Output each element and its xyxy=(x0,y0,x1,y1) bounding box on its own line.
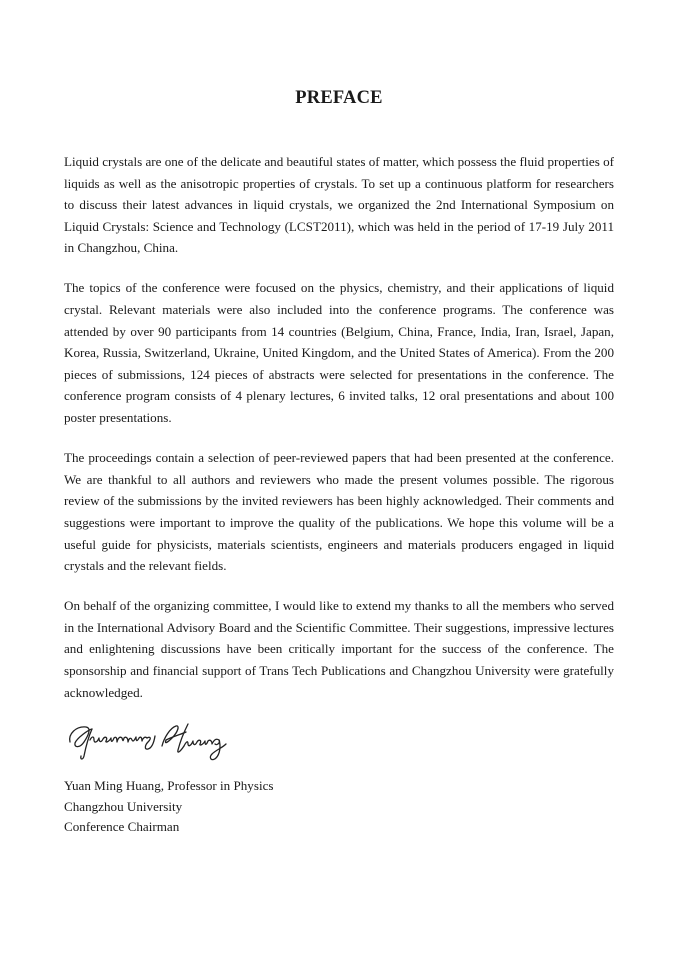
paragraph-4: On behalf of the organizing committee, I would like to extend my thanks to all the members who served in the International Advisory Board and the Scientific Committee. Their suggestions, impressive lectures and enlightening discussions have been critically important for the success of the conference. The sponsorship and financial support of Trans Tech Publications and Changzhou University were gratefully acknowledged. xyxy=(64,598,614,700)
preface-body xyxy=(64,151,614,722)
handwritten-signature xyxy=(66,716,236,764)
signoff-block xyxy=(64,776,274,838)
author-role: Conference Chairman xyxy=(64,819,180,834)
page-title: PREFACE xyxy=(295,88,383,108)
paragraph-1: Liquid crystals are one of the delicate and beautiful states of matter, which possess the fluid properties of liquids as well as the anisotropic properties of crystals. To set up a continuous platform for researchers to discuss their latest advances in liquid crystals, we organized the 2nd International Symposium on Liquid Crystals: Science and Technology (LCST2011), which was held in the period of 17-19 July 2011 in Changzhou, China. xyxy=(64,154,614,256)
author-name-line: Yuan Ming Huang, Professor in Physics xyxy=(64,778,274,793)
paragraph-3: The proceedings contain a selection of peer-reviewed papers that had been presented at the conference. We are thankful to all authors and reviewers who made the present volumes possible. The rigorous review of the submissions by the invited reviewers has been highly acknowledged. Their comments and suggestions were important to improve the quality of the publications. We hope this volume will be a useful guide for physicists, materials scientists, engineers and materials producers engaged in liquid crystals and the relevant fields. xyxy=(64,450,614,574)
author-affiliation: Changzhou University xyxy=(64,798,183,814)
paragraph-2: The topics of the conference were focused on the physics, chemistry, and their applications of liquid crystal. Relevant materials were also included into the conference programs. The conference was attended by over 90 participants from 14 countries (Belgium, China, France, India, Iran, Israel, Japan, Korea, Russia, Switzerland, Ukraine, United Kingdom, and the United States of America). From the 200 pieces of submissions, 124 pieces of abstracts were selected for presentations in the conference. The conference program consists of 4 plenary lectures, 6 invited talks, 12 oral presentations and about 100 poster presentations. xyxy=(64,280,614,426)
